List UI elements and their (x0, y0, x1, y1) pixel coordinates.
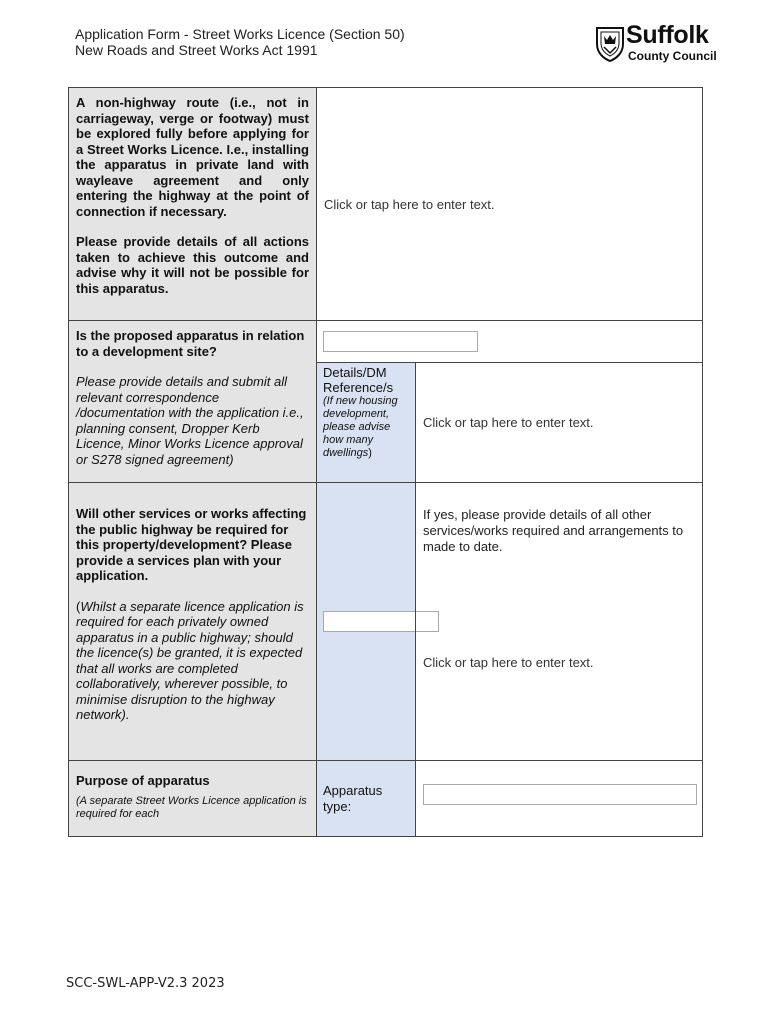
apparatus-type-label: Apparatus type: (323, 783, 383, 814)
apparatus-type-input[interactable] (423, 784, 697, 805)
non-highway-route-placeholder: Click or tap here to enter text. (324, 196, 495, 212)
document-reference-footer: SCC-SWL-APP-V2.3 2023 (66, 976, 225, 991)
purpose-of-apparatus-heading: Purpose of apparatus (76, 773, 210, 788)
non-highway-route-request: Please provide details of all actions taken to achieve this outcome and advise why it will not be possible for this apparatus. (76, 234, 309, 296)
logo-subtitle: County Council (628, 49, 717, 63)
non-highway-route-label-cell (69, 88, 317, 321)
other-services-open-paren: ( (76, 598, 81, 614)
act-title: New Roads and Street Works Act 1991 (75, 42, 318, 58)
development-site-answer-cell (317, 321, 703, 363)
purpose-label-cell (69, 761, 317, 837)
details-dm-reference-cell (317, 363, 416, 483)
development-site-label-cell (69, 321, 317, 483)
development-site-answer-input[interactable] (323, 331, 478, 352)
details-dm-reference-note: (If new housing development, please advise how many dwellings (323, 395, 398, 459)
application-form-table (68, 87, 703, 837)
other-services-label-cell (69, 483, 317, 761)
other-services-details-prompt: If yes, please provide details of all other services/works required and arrangements to made to date. (423, 507, 684, 554)
details-dm-reference-label: Details/DM Reference/s (323, 365, 394, 395)
development-site-question: Is the proposed apparatus in relation to a development site? (76, 328, 305, 359)
purpose-of-apparatus-note: (A separate Street Works Licence application is required for each (76, 794, 307, 820)
details-note-close: ) (368, 447, 372, 459)
other-services-details-placeholder: Click or tap here to enter text. (423, 655, 594, 670)
details-dm-reference-placeholder: Click or tap here to enter text. (423, 415, 594, 430)
purpose-of-apparatus-row (69, 761, 703, 837)
document-header (75, 26, 405, 58)
details-dm-reference-input[interactable] (416, 363, 703, 483)
non-highway-route-row (69, 88, 703, 321)
development-site-instructions: Please provide details and submit all relevant correspondence /documentation with the application i.e., planning consent, Dropper Kerb Licence, Minor Works Licence approval or S278 signed agreement) (76, 374, 304, 467)
other-services-details-cell[interactable] (416, 483, 703, 761)
other-services-note: Whilst a separate licence application is required for each privately owned apparatus in a public highway; should the licence(s) be granted, it is expected that all works are completed collaboratively, wherever possible, to minimise disruption to the highway network). (76, 598, 304, 722)
non-highway-route-instruction: A non-highway route (i.e., not in carriageway, verge or footway) must be explored fully before applying for a Street Works Licence. I.e., installing the apparatus in private land with wayleave agreement and only entering the highway at the point of connection if necessary. (76, 95, 309, 219)
form-title: Application Form - Street Works Licence (Section 50) (75, 26, 405, 42)
other-services-question: Will other services or works affecting the public highway be required for this property/development? Please provide a services plan with your application. (76, 506, 307, 583)
logo-name: Suffolk (626, 21, 709, 49)
other-services-row (69, 483, 703, 761)
crest-icon (595, 26, 625, 62)
apparatus-type-cell (416, 761, 703, 837)
apparatus-type-label-cell (317, 761, 416, 837)
suffolk-logo (595, 21, 725, 66)
other-services-answer-cell (317, 483, 416, 761)
non-highway-route-input[interactable] (317, 88, 703, 321)
development-site-row (69, 321, 703, 363)
